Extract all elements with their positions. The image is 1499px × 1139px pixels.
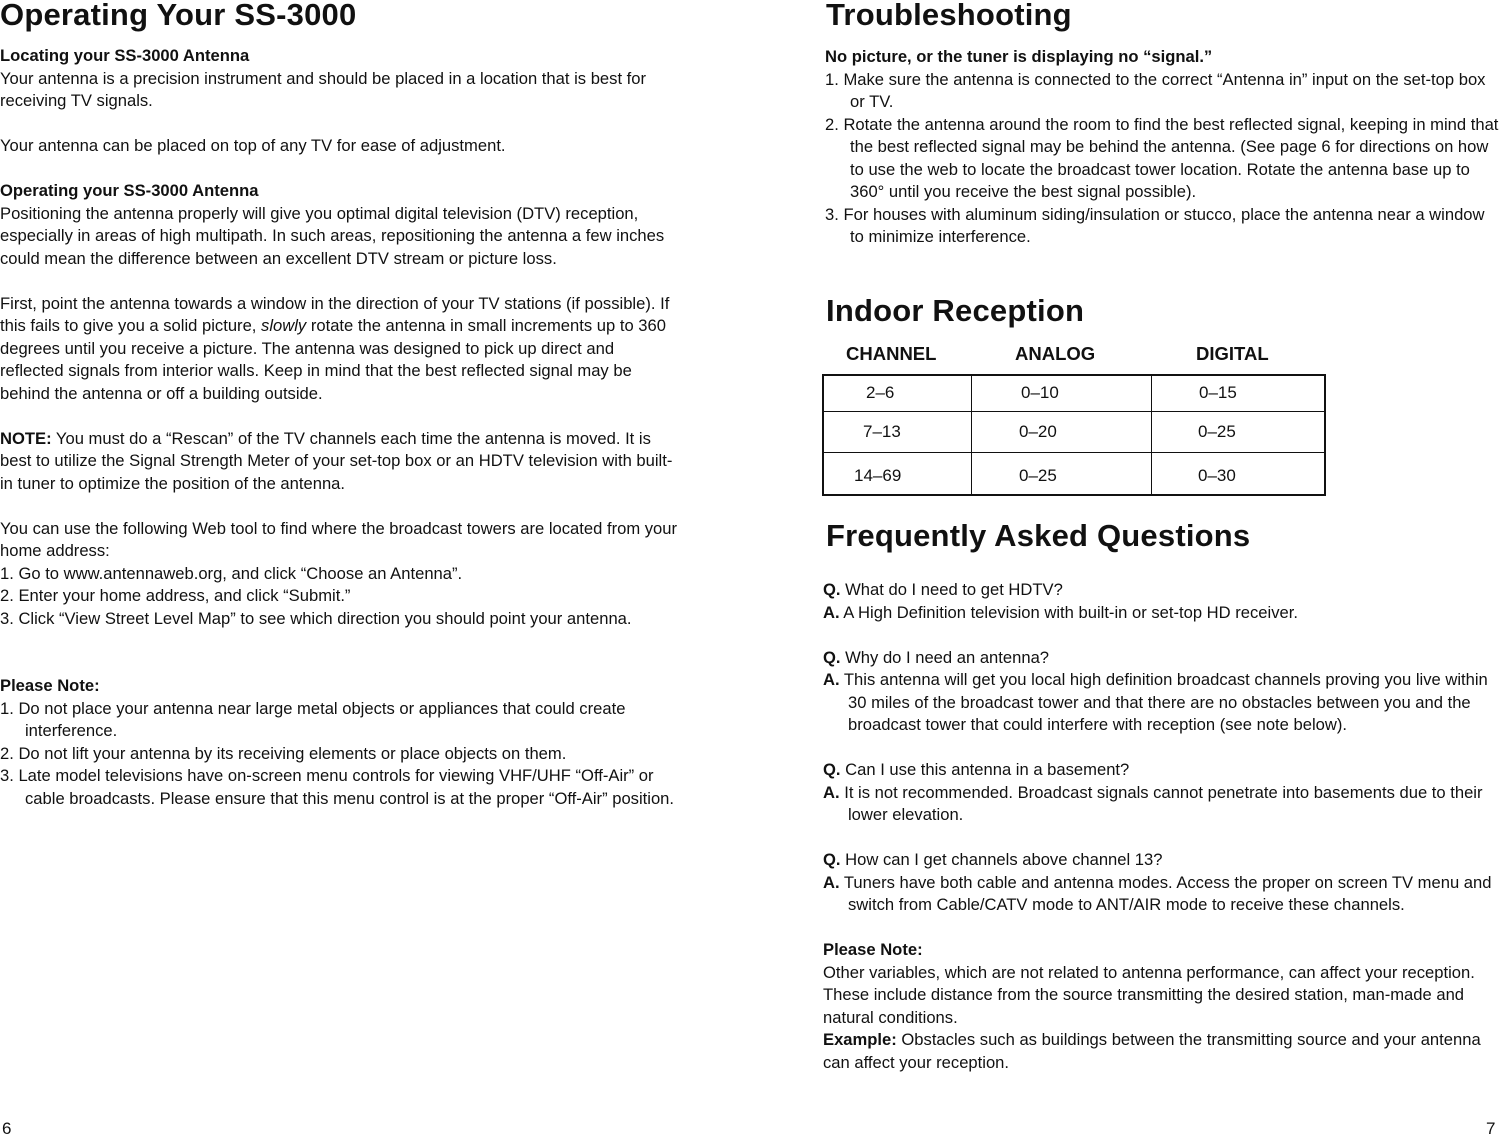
troubleshooting-section: [822, 46, 1499, 249]
list-item: 2. Enter your home address, and click “Submit.”: [0, 586, 351, 605]
table-cell: 0–15: [1199, 383, 1237, 402]
table-cell: 0–20: [1019, 422, 1057, 441]
table-cell: 14–69: [854, 466, 902, 485]
list-item: 1. Do not place your antenna near large metal objects or appliances that could create interference.: [0, 698, 626, 740]
column-header-channel: CHANNEL: [846, 343, 937, 364]
faq-answer: A. This antenna will get you local high definition broadcast channels proving you live within 30 miles of the broadcast tower and that there are no obstacles between you and the broadcast tower that could interfere with reception (see note below).: [823, 670, 1488, 734]
faq-answer: A. Tuners have both cable and antenna modes. Access the proper on screen TV menu and switch from Cable/CATV mode to ANT/AIR mode to receive these channels.: [823, 872, 1492, 914]
left-page: [0, 0, 682, 810]
table-cell: 0–25: [1198, 422, 1236, 441]
page-number-right: 7: [1486, 1119, 1496, 1138]
faq-title: Frequently Asked Questions: [826, 518, 1251, 553]
web-tool-intro: You can use the following Web tool to find where the broadcast towers are located from your home address:: [0, 518, 678, 560]
troubleshooting-subheading: No picture, or the tuner is displaying no “signal.”: [825, 47, 1213, 66]
operating-paragraph-2: First, point the antenna towards a window in the direction of your TV stations (if possible). If this fails to give you a solid picture, slowly rotate the antenna in small increments up to 360 degrees until you receive a picture. The antenna was designed to pick up direct and reflected signals from interior walls. Keep in mind that the best reflected signal may be behind the antenna or off a building outside.: [0, 293, 670, 403]
note-label: NOTE:: [0, 428, 52, 448]
list-item: 1. Make sure the antenna is connected to the correct “Antenna in” input on the set-top box or TV.: [825, 69, 1486, 111]
faq-section: [823, 579, 1499, 1074]
faq-question: Q. What do I need to get HDTV?: [823, 580, 1063, 599]
locating-paragraph-1: Your antenna is a precision instrument and should be placed in a location that is best for receiving TV signals.: [0, 68, 647, 110]
right-page: [822, 0, 1499, 1072]
locating-heading: Locating your SS-3000 Antenna: [0, 46, 250, 65]
example-label: Example:: [823, 1030, 897, 1049]
left-body: [0, 45, 682, 810]
column-header-analog: ANALOG: [1015, 343, 1096, 364]
faq-question: Q. How can I get channels above channel 13?: [823, 850, 1163, 869]
please-note-label: Please Note:: [0, 676, 100, 695]
page-title: Operating Your SS-3000: [0, 0, 357, 32]
operating-heading: Operating your SS-3000 Antenna: [0, 181, 259, 200]
faq-please-note-label: Please Note:: [823, 940, 923, 959]
table-cell: 0–30: [1198, 466, 1236, 485]
indoor-reception-title: Indoor Reception: [826, 293, 1085, 328]
emphasis-slowly: slowly: [261, 316, 307, 335]
table-cell: 7–13: [863, 422, 901, 441]
table-cell: 0–25: [1019, 466, 1057, 485]
faq-example: Example: Obstacles such as buildings between the transmitting source and your antenna can affect your reception.: [823, 1030, 1481, 1072]
web-steps-list: [0, 563, 682, 631]
table-cell: 2–6: [866, 383, 895, 402]
faq-answer: A. It is not recommended. Broadcast signals cannot penetrate into basements due to their lower elevation.: [823, 782, 1483, 824]
list-item: 3. Late model televisions have on-screen menu controls for viewing VHF/UHF “Off-Air” or cable broadcasts. Please ensure that this menu control is at the proper “Off-Air” position.: [0, 766, 675, 808]
faq-question: Q. Can I use this antenna in a basement?: [823, 760, 1130, 779]
list-item: 3. For houses with aluminum siding/insulation or stucco, place the antenna near a window to minimize interference.: [825, 204, 1485, 246]
column-header-digital: DIGITAL: [1196, 343, 1269, 364]
list-item: 1. Go to www.antennaweb.org, and click “Choose an Antenna”.: [0, 563, 463, 583]
faq-question: Q. Why do I need an antenna?: [823, 647, 1050, 667]
page-number-left: 6: [2, 1119, 12, 1138]
list-item: 3. Click “View Street Level Map” to see which direction you should point your antenna.: [0, 608, 632, 628]
troubleshooting-title: Troubleshooting: [826, 0, 1072, 32]
table-cell: 0–10: [1021, 383, 1059, 402]
reception-table: [822, 374, 1326, 496]
note-paragraph: NOTE: You must do a “Rescan” of the TV channels each time the antenna is moved. It is best to utilize the Signal Strength Meter of your set-top box or an HDTV television with built-in tuner to optimize the position of the antenna.: [0, 428, 673, 493]
list-item: 2. Rotate the antenna around the room to find the best reflected signal, keeping in mind that the best reflected signal may be behind the antenna. (See page 6 for directions on how to use the web to locate the broadcast tower location. Rotate the antenna base up to 360° until you receive the best signal possible).: [825, 114, 1499, 201]
operating-paragraph-1: Positioning the antenna properly will give you optimal digital television (DTV) reception, especially in areas of high multipath. In such areas, repositioning the antenna a few inches could mean the difference between an excellent DTV stream or picture loss.: [0, 203, 665, 268]
list-item: 2. Do not lift your antenna by its receiving elements or place objects on them.: [0, 743, 567, 763]
please-note-list: [0, 698, 682, 811]
faq-answer: A. A High Definition television with built-in or set-top HD receiver.: [823, 602, 1298, 622]
locating-paragraph-2: Your antenna can be placed on top of any TV for ease of adjustment.: [0, 136, 506, 155]
faq-please-note-text: Other variables, which are not related to antenna performance, can affect your reception. These include distance from the source transmitting the desired station, man-made and natural conditions.: [823, 962, 1475, 1027]
